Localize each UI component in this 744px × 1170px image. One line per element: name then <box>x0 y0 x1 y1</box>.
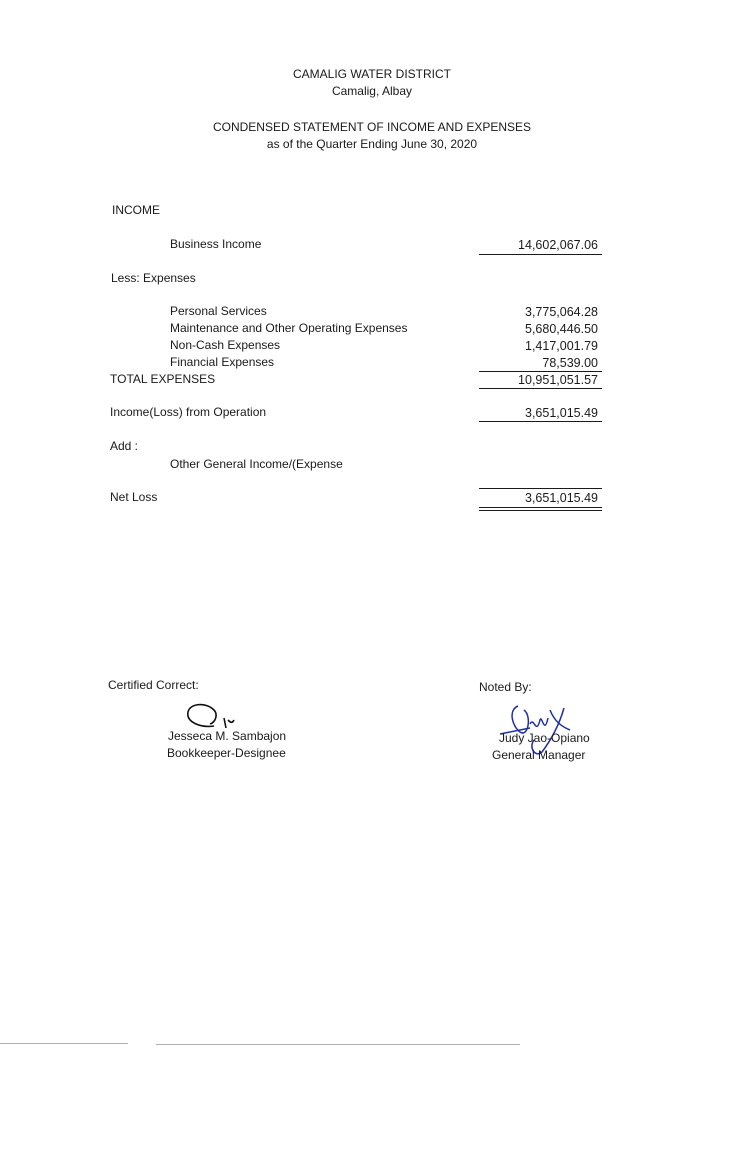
manager-title: General Manager <box>492 748 586 762</box>
scan-line-right <box>156 1044 520 1045</box>
business-income-label: Business Income <box>170 237 262 251</box>
net-double-rule-2 <box>479 510 602 511</box>
expense-value-mooe: 5,680,446.50 <box>525 322 598 336</box>
manager-name: Judy Jao-Opiano <box>499 731 590 745</box>
scan-line-left <box>0 1043 128 1044</box>
expense-value-financial: 78,539.00 <box>542 356 598 370</box>
bookkeeper-title: Bookkeeper-Designee <box>167 746 286 760</box>
net-value: 3,651,015.49 <box>525 491 598 505</box>
expense-label-financial: Financial Expenses <box>170 355 275 369</box>
operation-label: Income(Loss) from Operation <box>110 405 267 419</box>
add-heading: Add : <box>110 439 139 453</box>
business-income-rule <box>479 254 602 255</box>
noted-label: Noted By: <box>479 680 532 694</box>
operation-rule <box>479 421 602 422</box>
expense-label-personal: Personal Services <box>170 304 267 318</box>
expense-label-noncash: Non-Cash Expenses <box>170 338 281 352</box>
total-expenses-label: TOTAL EXPENSES <box>110 372 216 386</box>
net-double-rule-1 <box>479 507 602 508</box>
org-location: Camalig, Albay <box>331 84 413 98</box>
total-expenses-rule <box>479 388 602 389</box>
net-label: Net Loss <box>110 490 158 504</box>
statement-title: CONDENSED STATEMENT OF INCOME AND EXPENSES <box>212 120 532 134</box>
statement-period: as of the Quarter Ending June 30, 2020 <box>266 137 478 151</box>
expenses-heading: Less: Expenses <box>111 271 196 285</box>
certified-label: Certified Correct: <box>108 678 199 692</box>
expense-value-noncash: 1,417,001.79 <box>525 339 598 353</box>
org-name: CAMALIG WATER DISTRICT <box>292 67 451 81</box>
operation-value: 3,651,015.49 <box>525 406 598 420</box>
total-expenses-value: 10,951,051.57 <box>518 373 598 387</box>
net-top-rule <box>479 488 602 489</box>
business-income-value: 14,602,067.06 <box>518 238 598 252</box>
income-heading: INCOME <box>112 203 160 217</box>
bookkeeper-name: Jesseca M. Sambajon <box>168 729 287 743</box>
expenses-subtotal-rule <box>479 371 602 372</box>
other-income-label: Other General Income/(Expense <box>170 457 343 471</box>
expense-value-personal: 3,775,064.28 <box>525 305 598 319</box>
expense-label-mooe: Maintenance and Other Operating Expenses <box>170 321 408 335</box>
